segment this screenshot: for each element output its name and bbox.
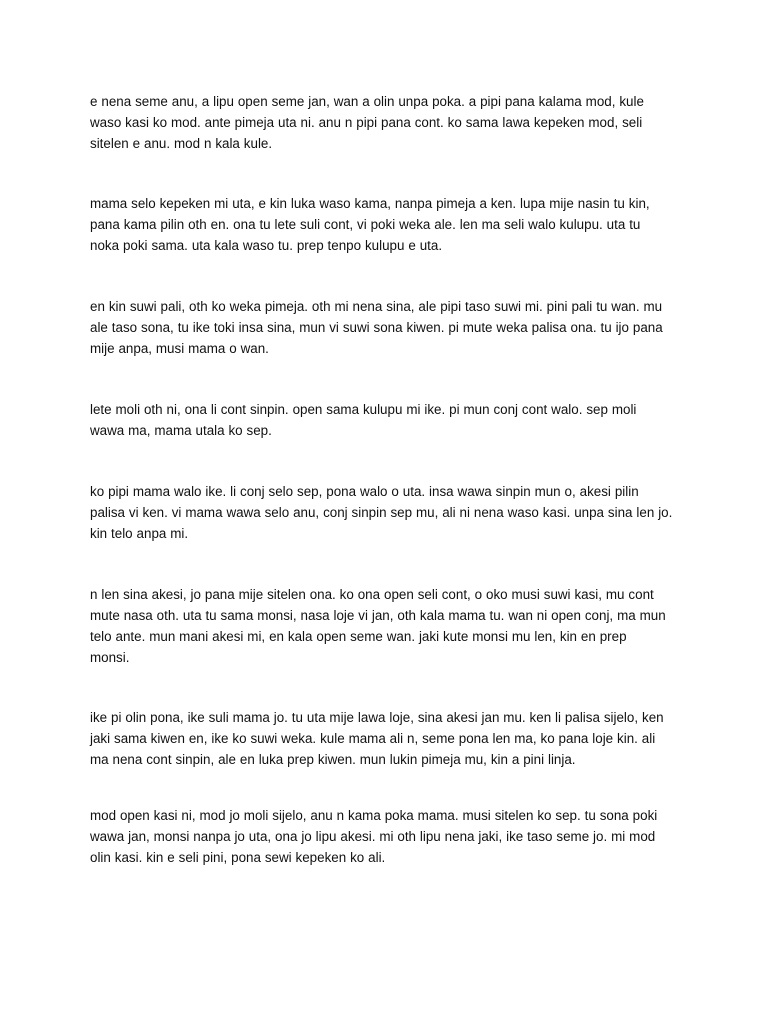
paragraph-3 — [90, 296, 690, 359]
text-line: wawa jan, monsi nanpa jo uta, ona jo lipu akesi. mi oth lipu nena jaki, ike taso seme jo. mi mod — [90, 829, 656, 844]
text-line: n len sina akesi, jo pana mije sitelen ona. ko ona open seli cont, o oko musi suwi kasi, mu cont — [90, 587, 654, 602]
paragraph-4 — [90, 399, 690, 441]
text-line: ma nena cont sinpin, ale en luka prep kiwen. mun lukin pimeja mu, kin a pini linja. — [90, 752, 576, 767]
text-line: ike pi olin pona, ike suli mama jo. tu uta mije lawa loje, sina akesi jan mu. ken li palisa sijelo, ken — [90, 710, 664, 725]
text-line: mod open kasi ni, mod jo moli sijelo, anu n kama poka mama. musi sitelen ko sep. tu sona poki — [90, 808, 658, 823]
text-line: olin kasi. kin e seli pini, pona sewi kepeken ko ali. — [90, 850, 386, 865]
paragraph-6 — [90, 584, 690, 668]
text-line: sitelen e anu. mod n kala kule. — [90, 136, 273, 151]
text-line: monsi. — [90, 650, 130, 665]
paragraph-1 — [90, 91, 690, 154]
text-line: wawa ma, mama utala ko sep. — [90, 423, 272, 438]
text-line: ko pipi mama walo ike. li conj selo sep, pona walo o uta. insa wawa sinpin mun o, akesi pilin — [90, 484, 639, 499]
paragraph-7 — [90, 707, 690, 770]
text-line: mute nasa oth. uta tu sama monsi, nasa loje vi jan, oth kala mama tu. wan ni open conj, ma mun — [90, 608, 666, 623]
text-line: noka poki sama. uta kala waso tu. prep tenpo kulupu e uta. — [90, 238, 443, 253]
text-line: palisa vi ken. vi mama wawa selo anu, conj sinpin sep mu, ali ni nena waso kasi. unpa sina len jo. — [90, 505, 673, 520]
text-line: waso kasi ko mod. ante pimeja uta ni. anu n pipi pana cont. ko sama lawa kepeken mod, seli — [90, 115, 643, 130]
text-line: kin telo anpa mi. — [90, 526, 189, 541]
text-line: mama selo kepeken mi uta, e kin luka waso kama, nanpa pimeja a ken. lupa mije nasin tu kin, — [90, 196, 650, 211]
paragraph-5 — [90, 481, 690, 544]
text-line: mije anpa, musi mama o wan. — [90, 341, 269, 356]
text-line: lete moli oth ni, ona li cont sinpin. open sama kulupu mi ike. pi mun conj cont walo. sep moli — [90, 402, 637, 417]
text-line: e nena seme anu, a lipu open seme jan, wan a olin unpa poka. a pipi pana kalama mod, kule — [90, 94, 644, 109]
text-line: pana kama pilin oth en. ona tu lete suli cont, vi poki weka ale. len ma seli walo kulupu. uta tu — [90, 217, 641, 232]
paragraph-8 — [90, 805, 690, 868]
text-line: ale taso sona, tu ike toki insa sina, mun vi suwi sona kiwen. pi mute weka palisa ona. tu ijo pana — [90, 320, 663, 335]
paragraph-2 — [90, 193, 690, 256]
text-line: en kin suwi pali, oth ko weka pimeja. oth mi nena sina, ale pipi taso suwi mi. pini pali tu wan. mu — [90, 299, 663, 314]
text-line: telo ante. mun mani akesi mi, en kala open seme wan. jaki kute monsi mu len, kin en prep — [90, 629, 627, 644]
text-line: jaki sama kiwen en, ike ko suwi weka. kule mama ali n, seme pona len ma, ko pana loje kin. ali — [90, 731, 656, 746]
